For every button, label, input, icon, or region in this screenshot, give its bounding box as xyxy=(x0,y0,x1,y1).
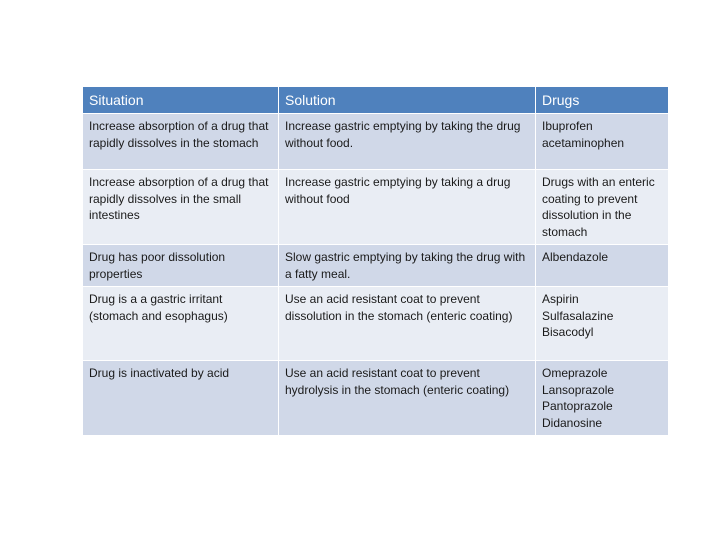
table-row xyxy=(83,245,669,287)
situation-cell: Drug is inactivated by acid xyxy=(83,361,279,436)
table-row xyxy=(83,114,669,170)
header-solution: Solution xyxy=(279,87,536,114)
header-situation: Situation xyxy=(83,87,279,114)
drugs-cell xyxy=(536,287,669,361)
solution-cell: Increase gastric emptying by taking the drug without food. xyxy=(279,114,536,170)
drugs-cell xyxy=(536,361,669,436)
situation-cell: Drug has poor dissolution properties xyxy=(83,245,279,287)
drugs-cell xyxy=(536,114,669,170)
drug-name: Omeprazole xyxy=(542,366,608,380)
table-row xyxy=(83,287,669,361)
situation-cell: Increase absorption of a drug that rapidly dissolves in the stomach xyxy=(83,114,279,170)
solution-cell: Use an acid resistant coat to prevent hydrolysis in the stomach (enteric coating) xyxy=(279,361,536,436)
drug-name: Albendazole xyxy=(542,250,609,264)
drug-name: Bisacodyl xyxy=(542,325,594,339)
solution-cell: Increase gastric emptying by taking a drug without food xyxy=(279,170,536,245)
solution-cell: Slow gastric emptying by taking the drug with a fatty meal. xyxy=(279,245,536,287)
drugs-cell xyxy=(536,170,669,245)
table-header-row xyxy=(83,87,669,114)
drug-absorption-table xyxy=(82,86,669,436)
drug-name: acetaminophen xyxy=(542,135,625,150)
situation-cell: Drug is a a gastric irritant (stomach and esophagus) xyxy=(83,287,279,361)
drug-name: Didanosine xyxy=(542,415,603,430)
header-drugs: Drugs xyxy=(536,87,669,114)
table-row xyxy=(83,170,669,245)
drug-name: Pantoprazole xyxy=(542,399,613,413)
drug-name: Aspirin xyxy=(542,292,579,306)
drug-name: Drugs with an enteric coating to prevent dissolution in the stomach xyxy=(542,175,655,239)
drug-name: Ibuprofen xyxy=(542,119,593,133)
table-row xyxy=(83,361,669,436)
drug-name: Lansoprazole xyxy=(542,382,615,397)
drug-name: Sulfasalazine xyxy=(542,308,614,323)
drugs-cell xyxy=(536,245,669,287)
drug-table-container xyxy=(82,86,668,436)
solution-cell: Use an acid resistant coat to prevent dissolution in the stomach (enteric coating) xyxy=(279,287,536,361)
situation-cell: Increase absorption of a drug that rapidly dissolves in the small intestines xyxy=(83,170,279,245)
